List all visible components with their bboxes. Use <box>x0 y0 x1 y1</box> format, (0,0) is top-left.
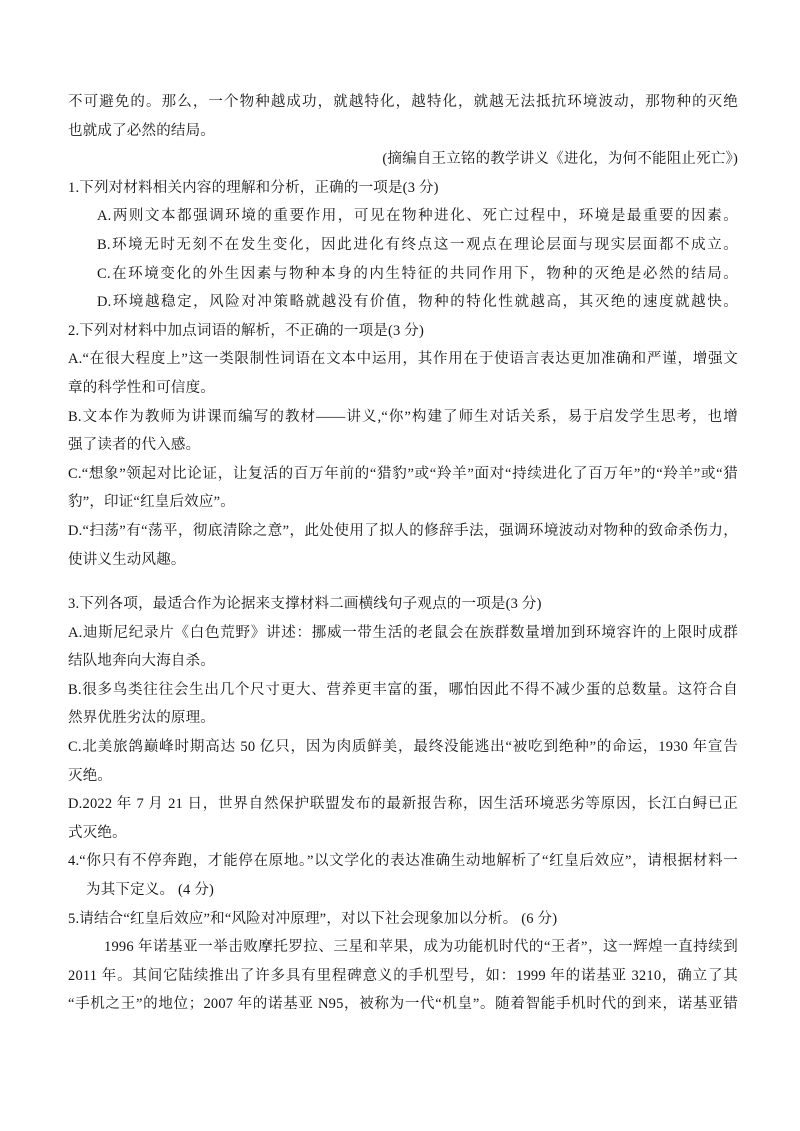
question-1-stem: 1.下列对材料相关内容的理解和分析，正确的一项是(3 分) <box>68 179 439 196</box>
passage-line-1: 1996 年诺基亚一举击败摩托罗拉、三星和苹果，成为功能机时代的“王者”，这一辉煌一直持续到 <box>104 939 738 956</box>
question-2-option-d-line-1: D.“扫荡”有“荡平，彻底清除之意”，此处使用了拟人的修辞手法，强调环境波动对物种的致命杀伤力， <box>68 522 738 539</box>
question-1-option-a: A.两则文本都强调环境的重要作用，可见在物种进化、死亡过程中，环境是最重要的因素。 <box>97 208 738 225</box>
question-2-option-d-line-2: 使讲义生动风趣。 <box>68 551 186 568</box>
question-1-option-b: B.环境无时无刻不在发生变化，因此进化有终点这一观点在理论层面与现实层面都不成立。 <box>97 236 738 253</box>
question-3-option-c-line-2: 灭绝。 <box>68 767 113 784</box>
question-3-option-a-line-1: A.迪斯尼纪录片《白色荒野》讲述：挪威一带生活的老鼠会在族群数量增加到环境容许的上限时成群 <box>68 624 738 641</box>
question-3-option-c-line-1: C.北美旅鸽巅峰时期高达 50 亿只，因为肉质鲜美，最终没能逃出“被吃到绝种”的命运，1930 年宣告 <box>68 739 738 756</box>
question-3-option-b-line-2: 然界优胜劣汰的原理。 <box>68 710 215 727</box>
passage-line-3: “手机之王”的地位；2007 年的诺基亚 N95，被称为一代“机皇”。随着智能手机时代的到来，诺基亚错 <box>68 996 738 1013</box>
question-1-option-d: D.环境越稳定，风险对冲策略就越没有价值，物种的特化性就越高，其灭绝的速度就越快。 <box>97 294 738 311</box>
source-attribution: (摘编自王立铭的教学讲义《进化，为何不能阻止死亡》) <box>382 151 738 168</box>
question-4-line-1: 4.“你只有不停奔跑，才能停在原地。”以文学化的表达准确生动地解析了“红皇后效应”，请根据材料一 <box>68 853 738 870</box>
question-2-option-a-line-1: A.“在很大程度上”这一类限制性词语在文本中运用，其作用在于使语言表达更加准确和严谨，增强文 <box>68 351 738 368</box>
question-4-line-2: 为其下定义。 (4 分) <box>86 882 215 899</box>
question-2-option-a-line-2: 章的科学性和可信度。 <box>68 379 215 396</box>
passage-line-2: 2011 年。其间它陆续推出了许多具有里程碑意义的手机型号，如：1999 年的诺基亚 3210，确立了其 <box>68 967 738 984</box>
question-2-option-c-line-1: C.“想象”领起对比论证，让复活的百万年前的“猎豹”或“羚羊”面对“持续进化了百万年”的“羚羊”或“猎 <box>68 465 738 482</box>
question-2-stem: 2.下列对材料中加点词语的解析，不正确的一项是(3 分) <box>68 322 425 339</box>
question-3-stem: 3.下列各项，最适合作为论据来支撑材料二画横线句子观点的一项是(3 分) <box>68 596 542 613</box>
question-5-stem: 5.请结合“红皇后效应”和“风险对冲原理”，对以下社会现象加以分析。 (6 分) <box>68 910 558 927</box>
intro-continuation-line-2: 也就成了必然的结局。 <box>68 122 215 139</box>
question-3-option-d-line-1: D.2022 年 7 月 21 日，世界自然保护联盟发布的最新报告称，因生活环境恶劣等原因，长江白鲟已正 <box>68 796 738 813</box>
question-1-option-c: C.在环境变化的外生因素与物种本身的内生特征的共同作用下，物种的灭绝是必然的结局。 <box>97 265 738 282</box>
question-3-option-d-line-2: 式灭绝。 <box>68 824 127 841</box>
question-2-option-c-line-2: 豹”，印证“红皇后效应”。 <box>68 494 235 511</box>
question-2-option-b-line-2: 强了读者的代入感。 <box>68 437 201 454</box>
intro-continuation-line-1: 不可避免的。那么，一个物种越成功，就越特化，越特化，就越无法抵抗环境波动，那物种的灭绝 <box>68 94 738 110</box>
question-3-option-b-line-1: B.很多鸟类往往会生出几个尺寸更大、营养更丰富的蛋，哪怕因此不得不减少蛋的总数量。这符合自 <box>68 681 738 698</box>
question-2-option-b-line-1: B.文本作为教师为讲课而编写的教材——讲义,“你”构建了师生对话关系，易于启发学生思考，也增 <box>68 408 738 425</box>
question-3-option-a-line-2: 结队地奔向大海自杀。 <box>68 653 215 670</box>
